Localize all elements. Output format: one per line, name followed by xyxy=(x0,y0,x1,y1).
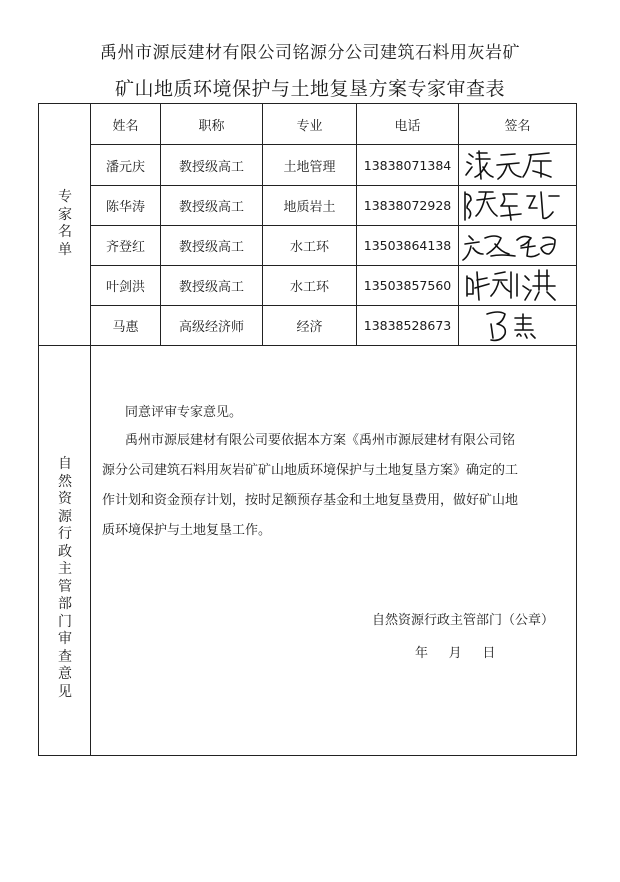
experts-side-label: 专家名单 xyxy=(58,189,72,258)
date-line: 年 月 日 xyxy=(415,646,496,661)
expert-major: 水工环 xyxy=(289,240,329,255)
expert-title: 教授级高工 xyxy=(178,159,244,175)
expert-phone: 13838071384 xyxy=(363,157,452,173)
header-name: 姓名 xyxy=(112,119,139,134)
expert-title: 教授级高工 xyxy=(178,240,244,255)
opinion-side-label: 自然资源行政主管部门审查意见 xyxy=(58,456,72,700)
opinion-line: 作计划和资金预存计划，按时足额预存基金和土地复垦费用，做好矿山地 xyxy=(102,493,519,508)
signature-1 xyxy=(459,145,576,185)
authority-seal-line: 自然资源行政主管部门（公章） xyxy=(372,613,555,628)
header-title: 职称 xyxy=(198,119,225,134)
expert-title: 教授级高工 xyxy=(178,200,244,215)
expert-name: 陈华涛 xyxy=(105,200,145,215)
opinion-line: 同意评审专家意见。 xyxy=(125,405,243,420)
expert-name: 叶剑洪 xyxy=(105,280,145,295)
opinion-line: 质环境保护与土地复垦工作。 xyxy=(102,523,272,538)
expert-phone: 13838528673 xyxy=(363,318,452,333)
expert-title: 高级经济师 xyxy=(178,320,244,335)
expert-phone: 13503857560 xyxy=(363,278,452,293)
expert-major: 水工环 xyxy=(289,280,329,295)
expert-phone: 13838072928 xyxy=(363,198,452,213)
signature-3 xyxy=(459,226,576,265)
expert-major: 土地管理 xyxy=(283,159,336,175)
review-form-table xyxy=(38,103,577,756)
signature-2 xyxy=(459,186,576,225)
expert-major: 地质岩土 xyxy=(283,200,336,215)
opinion-line: 源分公司建筑石料用灰岩矿矿山地质环境保护与土地复垦方案》确定的工 xyxy=(102,463,519,478)
expert-title: 教授级高工 xyxy=(178,280,244,295)
header-major: 专业 xyxy=(296,119,323,134)
expert-name: 潘元庆 xyxy=(105,159,145,175)
header-signature: 签名 xyxy=(504,119,531,134)
expert-name: 齐登红 xyxy=(105,240,145,255)
expert-phone: 13503864138 xyxy=(363,238,452,253)
document-title-line1: 禹州市源辰建材有限公司铭源分公司建筑石料用灰岩矿 xyxy=(100,43,520,63)
signature-5 xyxy=(459,306,576,345)
opinion-line: 禹州市源辰建材有限公司要依据本方案《禹州市源辰建材有限公司铭 xyxy=(125,433,516,448)
document-title-line2: 矿山地质环境保护与土地复垦方案专家审查表 xyxy=(114,78,505,100)
expert-major: 经济 xyxy=(296,320,323,335)
header-phone: 电话 xyxy=(394,119,421,134)
expert-name: 马惠 xyxy=(112,320,139,335)
signature-4 xyxy=(459,266,576,305)
